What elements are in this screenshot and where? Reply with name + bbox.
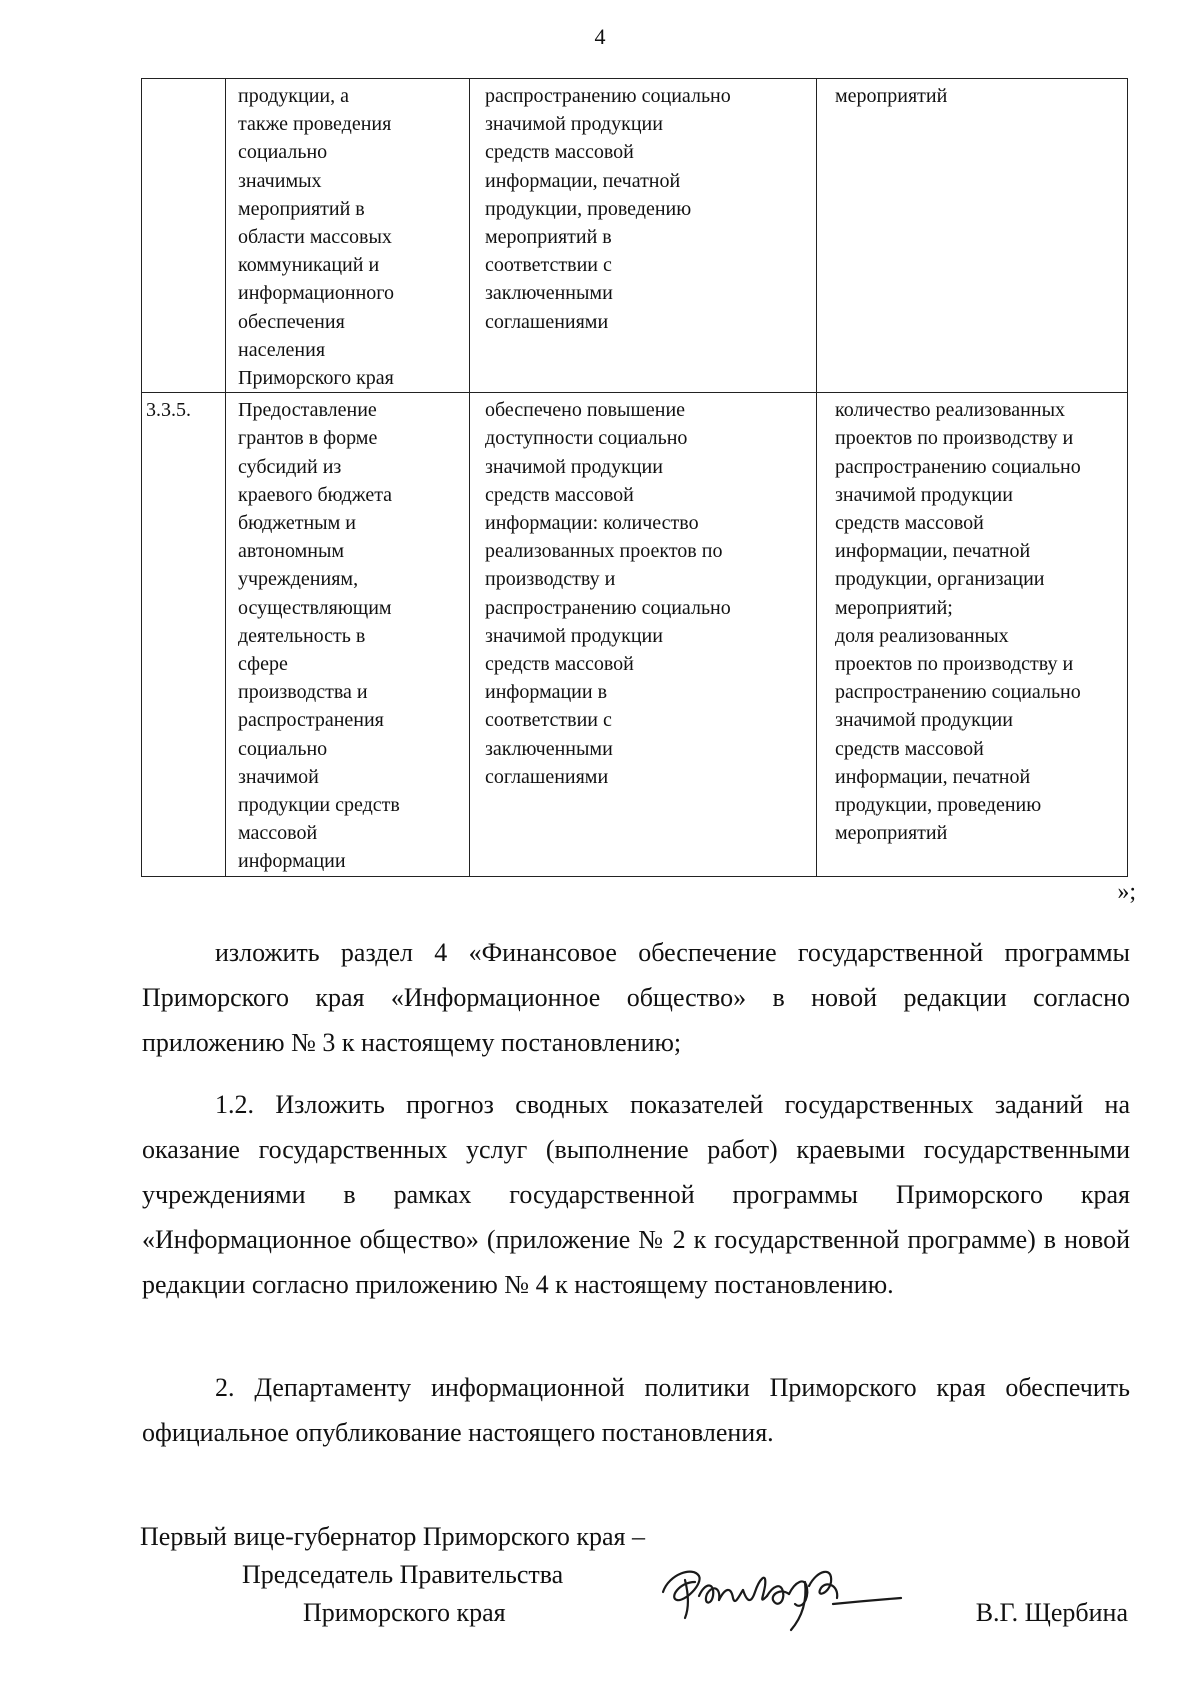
cell-expected-result: распространению социально значимой продукции средств массовой информации, печатной продукции, проведению мероприятий в соответствии с заключенными соглашениями — [470, 79, 817, 393]
cell-measure-name: Предоставление грантов в форме субсидий из краевого бюджета бюджетным и автономным учреждениям, осуществляющим деятельность в сфере производства и распространения социально значимой продукции средств массовой информации — [226, 393, 470, 877]
cell-measure-name: продукции, а также проведения социально значимых мероприятий в области массовых коммуникаций и информационного обеспечения населения Приморского края — [226, 79, 470, 393]
handwritten-signature — [655, 1552, 915, 1642]
signatory-title — [140, 1518, 645, 1632]
paragraph-text: 2. Департаменту информационной политики Приморского края обеспечить официальное опубликование настоящего постановления. — [142, 1373, 1130, 1447]
signatory-title-line: Председатель Правительства — [242, 1560, 564, 1589]
table-row — [142, 79, 1128, 393]
page-number: 4 — [594, 24, 606, 49]
paragraph-section-4 — [142, 930, 1130, 1065]
cell-indicator: мероприятий — [817, 79, 1128, 393]
paragraph-text: изложить раздел 4 «Финансовое обеспечение государственной программы Приморского края «Информационное общество» в новой редакции согласно приложению № 3 к настоящему постановлению; — [142, 938, 1130, 1057]
cell-expected-result: обеспечено повышение доступности социально значимой продукции средств массовой информации: количество реализованных проектов по производству и распространению социально значимой продукции средств массовой информации в соответствии с заключенными соглашениями — [470, 393, 817, 877]
cell-number — [142, 79, 226, 393]
closing-quote: »; — [1117, 879, 1136, 905]
table-row — [142, 393, 1128, 877]
measures-table — [141, 78, 1128, 877]
signer-name: В.Г. Щербина — [975, 1598, 1128, 1627]
paragraph-item-1-2 — [142, 1082, 1130, 1307]
signatory-title-line: Первый вице-губернатор Приморского края – — [140, 1522, 645, 1551]
cell-number: 3.3.5. — [142, 393, 226, 877]
cell-indicator: количество реализованных проектов по производству и распространению социально значимой продукции средств массовой информации, печатной продукции, организации мероприятий; доля реализованных проектов по производству и распространению социально значимой продукции средств массовой информации, печатной продукции, проведению мероприятий — [817, 393, 1128, 877]
paragraph-text: 1.2. Изложить прогноз сводных показателей государственных заданий на оказание государственных услуг (выполнение работ) краевыми государственными учреждениями в рамках государственной программы Приморского края «Информационное общество» (приложение № 2 к государственной программе) в новой редакции согласно приложению № 4 к настоящему постановлению. — [142, 1090, 1130, 1299]
paragraph-item-2 — [142, 1365, 1130, 1455]
signatory-title-line: Приморского края — [303, 1598, 506, 1627]
